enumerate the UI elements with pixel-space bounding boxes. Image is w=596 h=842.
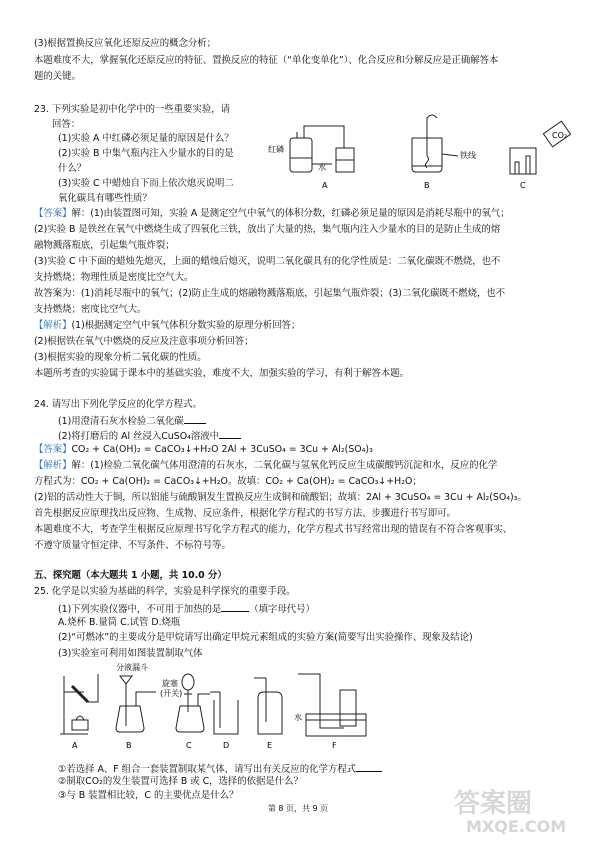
label-e: E xyxy=(267,741,273,750)
candle-icon xyxy=(526,156,530,174)
label-valve-switch: (开关) xyxy=(160,689,183,698)
q25-question: ①若选择 A、F 组合一套装置制取某气体，请写出有关反应的化学方程式 xyxy=(58,762,382,776)
q23-sub: (1)实验 A 中红磷必须足量的原因是什么？ xyxy=(58,133,234,144)
label-c: C xyxy=(520,181,526,190)
answer-line: 【答案】CO₂ + Ca(OH)₂ = CaCO₃↓+H₂O 2Al + 3CuSO₄ = 3Cu + Al₂(SO₄)₃ xyxy=(34,444,373,455)
text-line: 本题难度不大，掌握氧化还原反应的特征、置换反应的特征（“单化变单化”）、化合反应和分解反应是正确解答本 xyxy=(34,55,499,66)
flask-icon xyxy=(176,706,204,732)
watermark-url: MXQE.COM xyxy=(466,817,567,836)
flask-icon xyxy=(116,706,144,732)
q23-stem: 回答： xyxy=(52,119,81,130)
analysis-line: 【解析】(1)根据测定空气中氧气体积分数实验的原理分析回答； xyxy=(34,320,301,331)
q23-sub: 氧化碳具有哪些性质？ xyxy=(58,193,152,204)
q24-sub: (1)用澄清石灰水检验二氧化碳 xyxy=(58,414,206,428)
answer-line: 融物溅落瓶底，引起集气瓶炸裂； xyxy=(34,240,175,251)
analysis-line: 首先根据反应原理找出反应物、生成物、反应条件，根据化学方程式的书写方法、步骤进行书写即可。 xyxy=(34,508,456,519)
gas-jar-icon xyxy=(258,692,282,734)
separatory-funnel-icon xyxy=(182,674,194,690)
analysis-line: 本题所考查的实验属于课本中的基础实验，难度不大，加强实验的学习，有利于解答本题。 xyxy=(34,368,410,379)
analysis-line: 不遵守质量守恒定律、不写条件、不标符号等。 xyxy=(34,540,231,551)
section-heading: 五、探究题（本大题共 1 小题，共 10.0 分） xyxy=(34,570,227,581)
answer-tag: 【答案】 xyxy=(34,444,72,455)
page-footer: 第 8 页，共 9 页 xyxy=(267,804,329,813)
q25-apparatus-svg xyxy=(58,662,378,754)
label-funnel: 分液漏斗 xyxy=(116,663,148,672)
q24-sub: (2)将打磨后的 Al 丝浸入CuSO₄溶液中 xyxy=(58,429,241,443)
q25-sub: (1)下列实验仪器中，不可用于加热的是 （填字母代号） xyxy=(58,604,315,615)
beaker-icon xyxy=(510,148,536,174)
watermark-logo xyxy=(446,784,586,838)
test-tube-icon xyxy=(72,686,88,702)
q25-options: A.烧杯 B.量筒 C.试管 D.烧瓶 xyxy=(58,617,181,628)
text-line: (3)根据置换反应氧化还原反应的概念分析； xyxy=(34,38,217,49)
candle-icon xyxy=(515,162,519,174)
q25-sub: (3)实验室可利用如图装置制取气体 xyxy=(58,648,203,659)
q23-sub: (3)实验 C 中蜡烛自下而上依次熄灭说明二 xyxy=(58,178,234,189)
answer-line: 故答案为：(1)消耗尽瓶中的氧气；(2)防止生成的熔融物溅落瓶底，引起集气瓶炸裂；(3)二氧化碳既不燃烧，也不 xyxy=(34,288,506,299)
answer-line: 【答案】解：(1)由装置图可知，实验 A 是测定空气中氧气的体积分数，红磷必须足量的原因是消耗尽瓶中的氧气； xyxy=(34,208,510,219)
analysis-line: (3)根据实验的现象分析二氧化碳的性质。 xyxy=(34,352,207,363)
label-d: D xyxy=(223,741,230,750)
answer-line: (3)实验 C 中下面的蜡烛先熄灭，上面的蜡烛后熄灭，说明二氧化碳具有的化学性质是：二氧化碳既不燃烧，也不 xyxy=(34,256,501,267)
label-co2: CO₂ xyxy=(552,131,568,140)
q23-stem: 23. 下列实验是初中化学中的一些重要实验，请 xyxy=(34,104,231,115)
gas-jar-icon xyxy=(340,690,356,726)
q25-sub: (2)“可燃冰”的主要成分是甲烷请写出确定甲烷元素组成的实验方案(简要写出实验操作、现象及结论) xyxy=(58,632,473,643)
answer-line: (2)实验 B 是铁丝在氧气中燃烧生成了四氧化三铁，放出了大量的热，集气瓶内注入少量水的目的是防止生成的熔 xyxy=(34,224,501,235)
analysis-tag: 【解析】 xyxy=(34,460,72,471)
label-c: C xyxy=(186,741,192,750)
analysis-tag: 【解析】 xyxy=(34,320,72,331)
answer-line: 支持燃烧；物理性质是密度比空气大。 xyxy=(34,272,194,283)
label-iron-wire: 铁线 xyxy=(460,151,476,160)
answer-line: 支持燃烧；密度比空气大。 xyxy=(34,304,147,315)
label-b: B xyxy=(126,741,132,750)
label-water: 水 xyxy=(318,163,326,172)
water-trough-icon xyxy=(306,714,366,736)
burner-icon xyxy=(76,716,84,720)
answer-tag: 【答案】 xyxy=(34,208,72,219)
q23-apparatus-svg xyxy=(262,108,582,198)
analysis-line: (2)根据铁在氧气中燃烧的反应及注意事项分析回答； xyxy=(34,336,254,347)
q23-sub: 什么？ xyxy=(58,163,87,174)
watermark-text: 答案圈 xyxy=(454,789,533,819)
q25-question: ③与 B 装置相比较，C 的主要优点是什么？ xyxy=(58,790,239,801)
q25-figure xyxy=(58,662,378,754)
text-line: 题的关键。 xyxy=(34,71,81,82)
q23-figure xyxy=(262,108,582,198)
label-b: B xyxy=(424,181,430,190)
q25-question: ②制取CO₂的发生装置可选择 B 或 C，选择的依据是什么？ xyxy=(58,776,303,787)
q23-sub: (2)实验 B 中集气瓶内注入少量水的目的是 xyxy=(58,148,234,159)
q24-stem: 24. 请写出下列化学反应的化学方程式。 xyxy=(34,399,202,410)
label-valve: 旋塞 xyxy=(162,679,178,688)
label-red-phosphorus: 红磷 xyxy=(268,145,284,154)
gas-jar-icon xyxy=(214,700,238,734)
analysis-line: 【解析】解：(1)检验二氧化碳气体用澄清的石灰水，二氧化碳与氢氧化钙反应生成碳酸钙沉淀和水，反应的化学 xyxy=(34,460,498,471)
label-water: 水 xyxy=(294,713,302,722)
label-a: A xyxy=(72,741,78,750)
q25-stem: 25. 化学是以实验为基础的科学，实验是科学探究的重要手段。 xyxy=(34,586,296,597)
label-f: F xyxy=(332,741,337,750)
collecting-bottle-icon xyxy=(290,138,312,172)
analysis-line: 方程式为：CO₂ + Ca(OH)₂ = CaCO₃↓+H₂O。故填：CO₂ + Ca(OH)₂ = CaCO₃↓+H₂O； xyxy=(34,476,422,487)
analysis-line: (2)铝的活动性大于铜，所以铝能与硫酸铜发生置换反应生成铜和硫酸铝；故填：2Al + 3CuSO₄ = 3Cu + Al₂(SO₄)₃。 xyxy=(34,492,527,503)
analysis-line: 本题难度不大，考查学生根据反应原理书写化学方程式的能力，化学方程式书写经常出现的错误有不符合客观事实、 xyxy=(34,524,513,535)
label-a: A xyxy=(322,181,328,190)
